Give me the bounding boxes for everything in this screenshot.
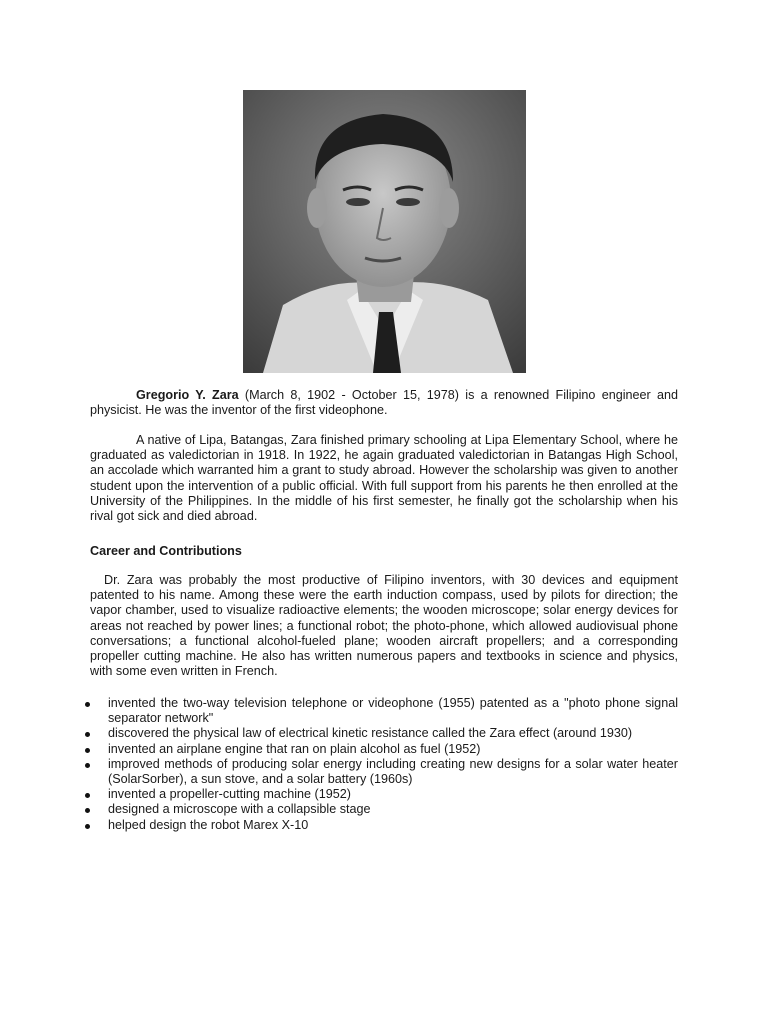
list-item-text: helped design the robot Marex X-10 — [108, 817, 309, 832]
bullet-icon — [85, 702, 90, 707]
list-item — [90, 802, 678, 817]
list-item — [90, 787, 678, 802]
list-item-text: designed a microscope with a collapsible stage — [108, 802, 371, 817]
bullet-icon — [85, 732, 90, 737]
list-item — [90, 742, 678, 757]
list-item — [90, 757, 678, 787]
portrait-photo — [243, 90, 526, 373]
bullet-icon — [85, 808, 90, 813]
bullet-icon — [85, 793, 90, 798]
portrait-image — [243, 90, 526, 373]
intro-text: (March 8, 1902 - October 15, 1978) is a renowned Filipino engineer and physicist. He was the inventor of the first videophone. — [90, 388, 679, 418]
list-item — [90, 696, 678, 726]
list-item — [90, 726, 678, 741]
list-item-text: invented the two-way television telephone or videophone (1955) patented as a "photo phone signal separator network" — [108, 696, 678, 726]
list-item-text: invented an airplane engine that ran on plain alcohol as fuel (1952) — [108, 741, 481, 756]
list-item-text: discovered the physical law of electrical kinetic resistance called the Zara effect (around 1930) — [108, 726, 633, 741]
subject-name: Gregorio Y. Zara — [136, 388, 239, 402]
bullet-icon — [85, 763, 90, 768]
bullet-icon — [85, 748, 90, 753]
career-paragraph: Dr. Zara was probably the most productive of Filipino inventors, with 30 devices and equipment patented to his name. Among these were the earth induction compass, used by pilots for direction; the vapor chamber, used to visualize radioactive elements; the wooden microscope; solar energy devices for areas not reached by power lines; a functional robot; the photo-phone, which allowed audiovisual phone conversations; a functional alcohol-fueled plane; wooden aircraft propellers; and a corresponding propeller cutting machine. He also has written numerous papers and textbooks in science and physics, with some even written in French. — [90, 573, 678, 679]
bullet-icon — [85, 824, 90, 829]
intro-paragraph — [90, 388, 678, 418]
list-item-text: invented a propeller-cutting machine (1952) — [108, 787, 351, 802]
biography-paragraph: A native of Lipa, Batangas, Zara finished primary schooling at Lipa Elementary School, where he graduated as valedictorian in 1918. In 1922, he again graduated valedictorian in Batangas High School, an accolade which warranted him a grant to study abroad. However the scholarship was given to another student upon the intervention of a public official. With full support from his parents he then enrolled at the University of the Philippines. In the middle of his first semester, he finally got the scholarship when his rival got sick and died abroad. — [90, 433, 678, 524]
list-item-text: improved methods of producing solar energy including creating new designs for a solar water heater (SolarSorber), a sun stove, and a solar battery (1960s) — [108, 756, 678, 787]
section-heading: Career and Contributions — [90, 544, 242, 558]
list-item — [90, 818, 678, 833]
inventions-list — [90, 696, 678, 833]
